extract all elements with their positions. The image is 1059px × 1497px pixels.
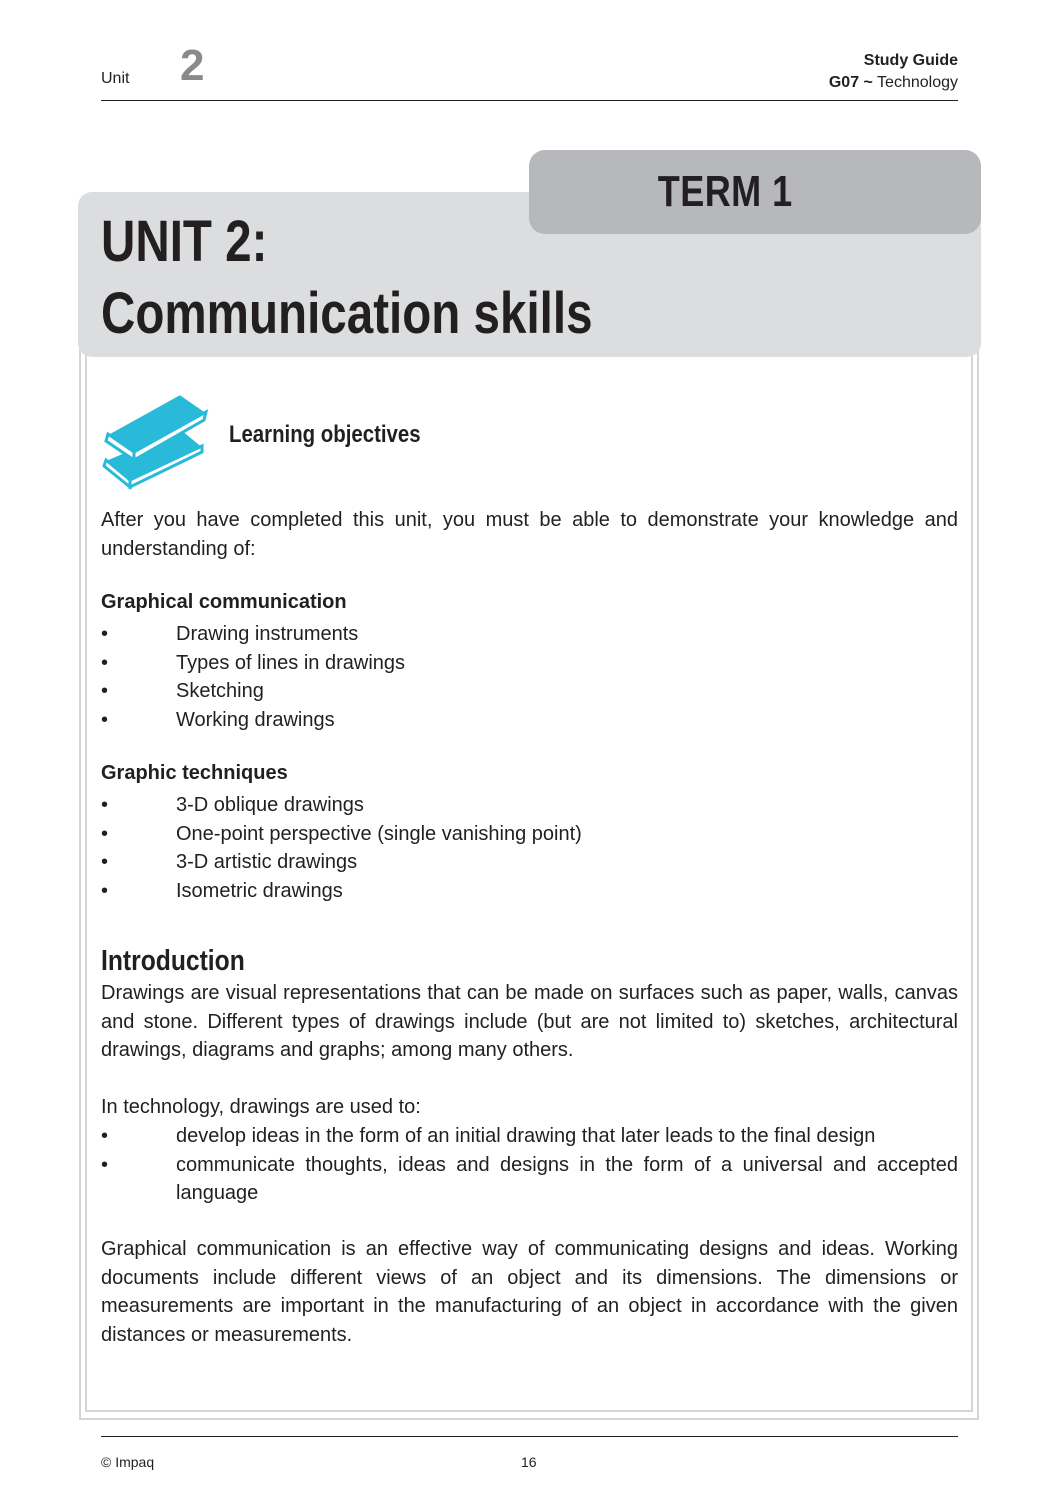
list-item-text: 3-D artistic drawings xyxy=(176,851,358,873)
unit-title xyxy=(101,206,593,350)
term-label: TERM 1 xyxy=(657,167,793,216)
footer-divider xyxy=(101,1436,958,1437)
list-item-text: Types of lines in drawings xyxy=(176,651,406,674)
bullet: • xyxy=(101,794,109,816)
list-item-text: Sketching xyxy=(176,680,264,702)
bullet: • xyxy=(101,851,109,873)
bullet: • xyxy=(101,708,109,731)
list-item-text: Working drawings xyxy=(176,708,335,731)
list-item-text: Drawing instruments xyxy=(176,623,359,645)
graphic-techniques-heading: Graphic techniques xyxy=(101,762,288,784)
list-item-text: communicate thoughts, ideas and designs in the form of a universal and accepted language xyxy=(176,1153,958,1204)
bullet: • xyxy=(101,1153,109,1176)
list-item-text: develop ideas in the form of an initial drawing that later leads to the final design xyxy=(176,1125,876,1147)
course-line xyxy=(829,72,958,94)
graphical-communication-paragraph: Graphical communication is an effective way of communicating designs and ideas. Working documents include different views of an object and its dimensions. The dimensions or measurements are important in the manufacturing of an object in accordance with the given distances or measurements. xyxy=(101,1238,958,1346)
subject: Technology xyxy=(872,74,958,91)
list-item-text: 3-D oblique drawings xyxy=(176,794,364,816)
footer-copyright: © Impaq xyxy=(101,1454,155,1470)
bullet: • xyxy=(101,879,109,902)
graphical-communication-list xyxy=(101,620,958,734)
header-guide-info xyxy=(829,50,958,94)
unit-title-line2: Communication skills xyxy=(101,281,593,346)
header-unit-label: Unit xyxy=(101,70,130,87)
graphic-techniques-list xyxy=(101,791,958,905)
course-code: G07 ~ xyxy=(828,74,873,91)
books-icon xyxy=(100,390,210,490)
list-item xyxy=(101,620,958,649)
list-item-text: Isometric drawings xyxy=(176,879,343,902)
objectives-intro: After you have completed this unit, you must be able to demonstrate your knowledge and understanding of: xyxy=(101,509,958,560)
list-item xyxy=(101,848,958,877)
list-item xyxy=(101,820,958,849)
list-item xyxy=(101,1122,958,1151)
bullet: • xyxy=(101,1125,109,1147)
list-item xyxy=(101,1151,958,1208)
graphical-communication-heading: Graphical communication xyxy=(101,591,347,613)
term-tab xyxy=(529,150,981,234)
list-item xyxy=(101,791,958,820)
guide-title: Study Guide xyxy=(863,52,958,69)
header-unit-number: 2 xyxy=(180,41,205,90)
bullet: • xyxy=(101,651,109,674)
technology-uses-intro: In technology, drawings are used to: xyxy=(101,1096,421,1118)
bullet: • xyxy=(101,680,109,702)
introduction-heading: Introduction xyxy=(101,945,245,977)
header-divider xyxy=(101,100,958,101)
page-number: 16 xyxy=(521,1454,537,1470)
list-item-text: One-point perspective (single vanishing point) xyxy=(176,822,582,845)
learning-objectives-heading: Learning objectives xyxy=(229,421,421,448)
unit-title-line1: UNIT 2: xyxy=(101,209,268,274)
list-item xyxy=(101,706,958,735)
list-item xyxy=(101,677,958,706)
list-item xyxy=(101,649,958,678)
bullet: • xyxy=(101,822,109,845)
bullet: • xyxy=(101,623,109,645)
list-item xyxy=(101,877,958,906)
technology-uses-list xyxy=(101,1122,958,1208)
introduction-paragraph: Drawings are visual representations that can be made on surfaces such as paper, walls, canvas and stone. Different types of drawings include (but are not limited to) sketches, architectural drawings, diagrams and graphs; among many others. xyxy=(101,982,958,1061)
